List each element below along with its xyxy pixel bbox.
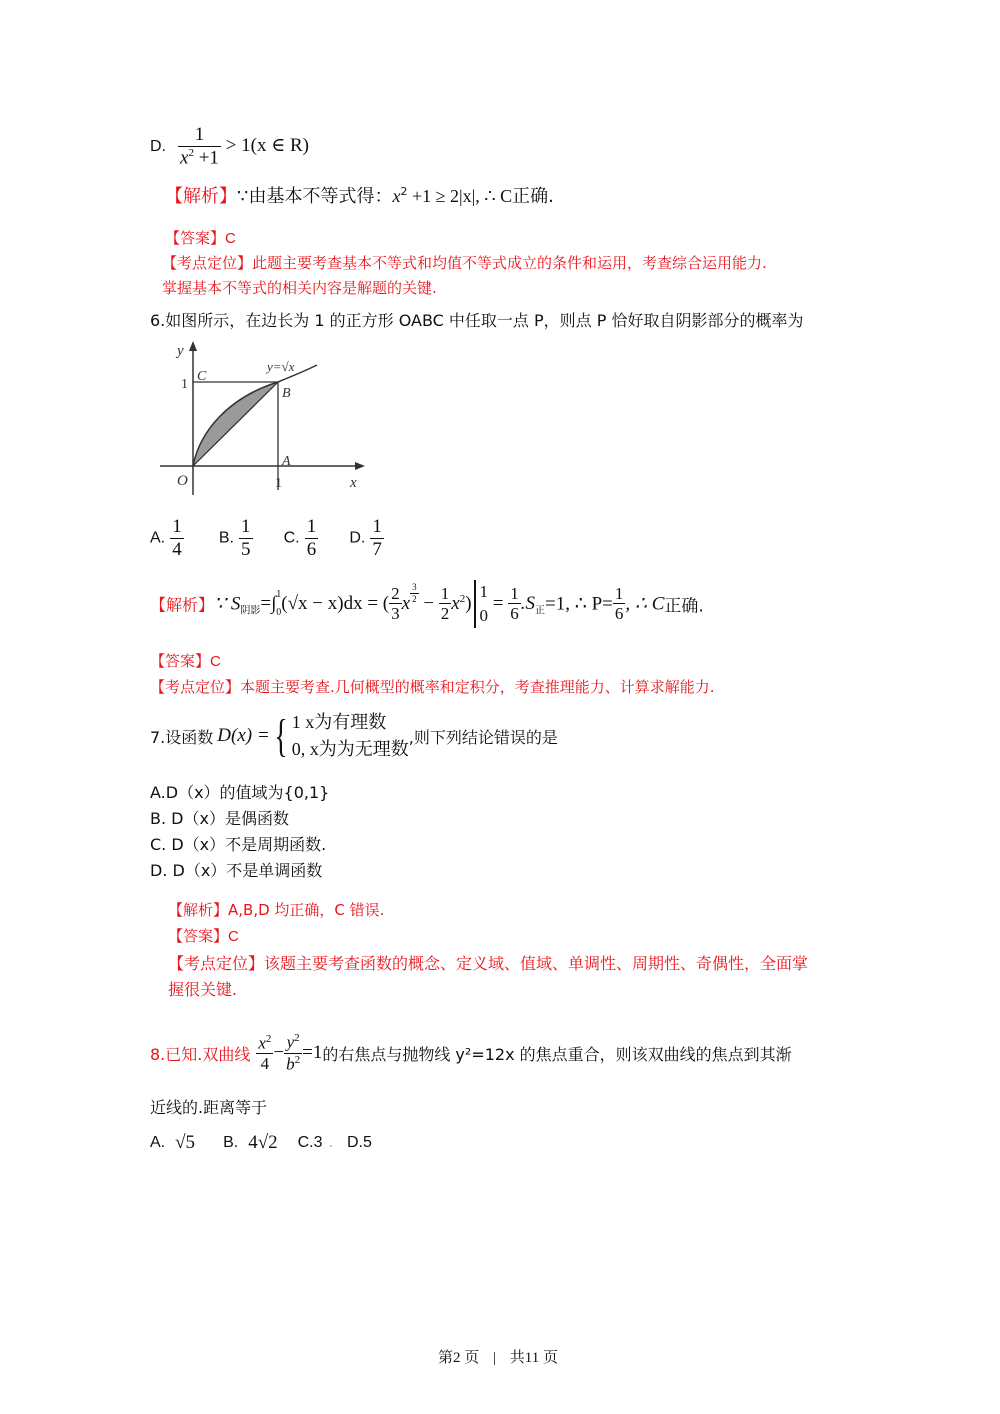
case-rational: 1 x为有理数 (291, 712, 387, 732)
y-axis-label: y (177, 343, 184, 359)
keypoint-text: 该题主要考查函数的概念、定义域、值域、单调性、周期性、奇偶性，全面掌 (264, 954, 809, 973)
q5-keypoint (162, 252, 767, 273)
keypoint-text: 本题主要考查.几何概型的概率和定积分，考查推理能力、计算求解能力. (240, 678, 715, 696)
answer-value: C (225, 230, 236, 247)
exponent: 2 (188, 146, 194, 159)
q7-stem (150, 706, 558, 766)
curve-label: y=√x (267, 359, 295, 374)
answer-value: C (228, 928, 239, 945)
subscript-shadow: 阴影 (240, 605, 261, 617)
q5-option-d-formula (178, 124, 309, 169)
frac2-num-var: y (286, 1032, 295, 1052)
page-footer (438, 1346, 558, 1367)
frac1-den: 3 (391, 604, 400, 624)
frac1-num: 2 (391, 583, 400, 603)
math-x: x (401, 592, 411, 614)
exp-num: 3 (412, 582, 417, 593)
exponent: 2 (265, 1032, 272, 1045)
footer-separator: | (493, 1350, 497, 1366)
eval-lower: 0 (479, 605, 489, 625)
math-var: x (392, 186, 401, 206)
q7-option-d: D. D（x）不是单调函数 (150, 861, 323, 880)
option-b-label: B. (218, 529, 234, 547)
frac4-num: 1 (614, 583, 624, 603)
option-a-label: A. (150, 1134, 166, 1151)
point-c-label: C (197, 369, 207, 384)
frac2-den: 2 (440, 604, 450, 624)
integral-upper: 1 (276, 588, 282, 600)
option-d-den: 7 (372, 538, 382, 560)
option-b-num: 1 (241, 516, 251, 537)
option-a-label: A. (150, 529, 166, 547)
q5-answer (165, 227, 236, 248)
math-p: =1, ∴ P= (545, 593, 613, 615)
answer-tag: 【答案】 (165, 229, 226, 247)
x-axis-arrow (355, 462, 365, 470)
frac1-den: 4 (260, 1053, 270, 1073)
q6-keypoint (150, 676, 715, 697)
q5-analysis (165, 182, 554, 208)
math-integrand: (√x − x)dx = ( (281, 592, 390, 614)
q8-suffix: 的右焦点与抛物线 y²=12x 的焦点重合，则该双曲线的焦点到其渐 (322, 1044, 792, 1064)
q7-suffix: ,则下列结论错误的是 (408, 727, 558, 747)
math-expression: +1 ≥ 2|x|, ∴ C (407, 186, 513, 206)
option-c-num: 1 (306, 516, 317, 537)
q8-line2: 近线的.距离等于 (150, 1098, 268, 1117)
case-irrational: 0, x为为无理数 (291, 739, 409, 759)
q7-keypoint-line2: 握很关键. (168, 980, 238, 999)
analysis-tag: 【解析】 (168, 901, 229, 919)
q6-analysis (150, 580, 704, 628)
option-c-dot: . (328, 1134, 333, 1151)
option-a-value: √5 (175, 1132, 196, 1153)
math-minus: − (418, 592, 439, 614)
keypoint-tag: 【考点定位】 (162, 254, 253, 272)
fraction-numerator: 1 (178, 124, 221, 147)
q6-options (150, 516, 384, 561)
exponent: 2 (294, 1032, 300, 1045)
frac2-num: 1 (440, 583, 450, 603)
q8-prefix: 8.已知.双曲线 (150, 1044, 251, 1064)
q7-analysis (168, 899, 384, 920)
option-d-label: D. (349, 529, 366, 547)
q6-graph (155, 335, 370, 500)
line-y-eq-x (193, 382, 278, 466)
answer-value: C (210, 653, 221, 670)
q6-answer (150, 650, 221, 671)
fraction-denominator-var: x (180, 147, 189, 169)
sqrt-curve (193, 365, 317, 466)
answer-tag: 【答案】 (168, 927, 229, 945)
math-integral: =∫ (260, 592, 277, 614)
frac1-num-var: x (258, 1033, 266, 1053)
exponent: 2 (400, 185, 408, 198)
exp-den: 2 (412, 593, 417, 604)
q7-option-b: B. D（x）是偶函数 (150, 809, 289, 828)
q6-stem: 6.如图所示，在边长为 1 的正方形 OABC 中任取一点 P，则点 P 恰好取自阴影部分的概率为 (150, 311, 804, 330)
option-c-label: C. (283, 529, 300, 547)
math-minus: − (273, 1042, 285, 1063)
q7-cases (292, 709, 409, 763)
q8-stem (150, 1025, 792, 1081)
origin-label: O (177, 473, 188, 489)
q7-function: D(x) = (217, 725, 270, 746)
integral-lower: 0 (276, 606, 282, 618)
option-b-value: 4√2 (248, 1132, 278, 1153)
option-a-den: 4 (172, 538, 182, 560)
option-b-label: B. (223, 1134, 239, 1151)
page-total: 共11 页 (509, 1350, 558, 1366)
q7-answer (168, 925, 239, 946)
x-axis-label: x (350, 475, 357, 491)
q8-options (150, 1132, 372, 1154)
fraction-denominator-rest: +1 (193, 147, 219, 169)
y-axis-arrow (189, 341, 197, 351)
q7-option-c: C. D（x）不是周期函数. (150, 835, 327, 854)
analysis-text: A,B,D 均正确，C 错误. (228, 901, 385, 919)
q7-prefix: 7.设函数 (150, 727, 214, 747)
math-conclusion: , ∴ C (625, 593, 665, 615)
math-paren: ) (465, 592, 472, 614)
analysis-end: 正确. (664, 596, 704, 617)
q7-keypoint (168, 951, 808, 974)
option-d-num: 1 (372, 516, 382, 537)
option-b-den: 5 (241, 538, 251, 560)
q5-option-d-label: D. (150, 138, 166, 155)
inequality-rhs: > 1(x ∈ R) (225, 134, 310, 156)
keypoint-text: 此题主要考查基本不等式和均值不等式成立的条件和运用，考查综合运用能力. (252, 254, 767, 272)
option-c-den: 6 (306, 538, 317, 560)
eval-upper: 1 (479, 582, 489, 601)
analysis-text: ∵由基本不等式得： (237, 186, 393, 207)
keypoint-tag: 【考点定位】 (168, 954, 265, 973)
math-equals: =1 (302, 1042, 323, 1063)
y-tick-1: 1 (181, 377, 188, 392)
left-brace: { (274, 710, 288, 761)
option-c-label: C.3 (297, 1134, 323, 1151)
math-x2: x (451, 592, 460, 614)
math-equals: = (488, 592, 509, 614)
point-a-label: A (282, 454, 291, 469)
frac4-den: 6 (614, 604, 624, 624)
subscript-square: 正 (535, 605, 546, 617)
exponent: 2 (294, 1053, 301, 1066)
answer-tag: 【答案】 (150, 652, 211, 670)
point-b-label: B (282, 386, 291, 401)
frac2-den-var: b (286, 1054, 295, 1074)
analysis-tag: 【解析】 (150, 595, 215, 615)
q5-keypoint-line2: 掌握基本不等式的相关内容是解题的关键. (162, 279, 437, 297)
x-tick-1: 1 (275, 476, 282, 491)
keypoint-tag: 【考点定位】 (150, 678, 241, 696)
frac3-den: 6 (510, 604, 519, 624)
frac3-num: 1 (510, 583, 519, 603)
math-s-square: .S (520, 592, 536, 614)
page-number: 第2 页 (438, 1350, 480, 1366)
exponent: 2 (459, 592, 466, 605)
analysis-tag: 【解析】 (165, 186, 237, 207)
math-s: ∵ S (214, 593, 241, 615)
option-d-label: D.5 (346, 1134, 372, 1151)
analysis-end: 正确. (512, 186, 554, 207)
q7-option-a: A.D（x）的值域为{0,1} (150, 783, 330, 802)
option-a-num: 1 (172, 516, 182, 537)
